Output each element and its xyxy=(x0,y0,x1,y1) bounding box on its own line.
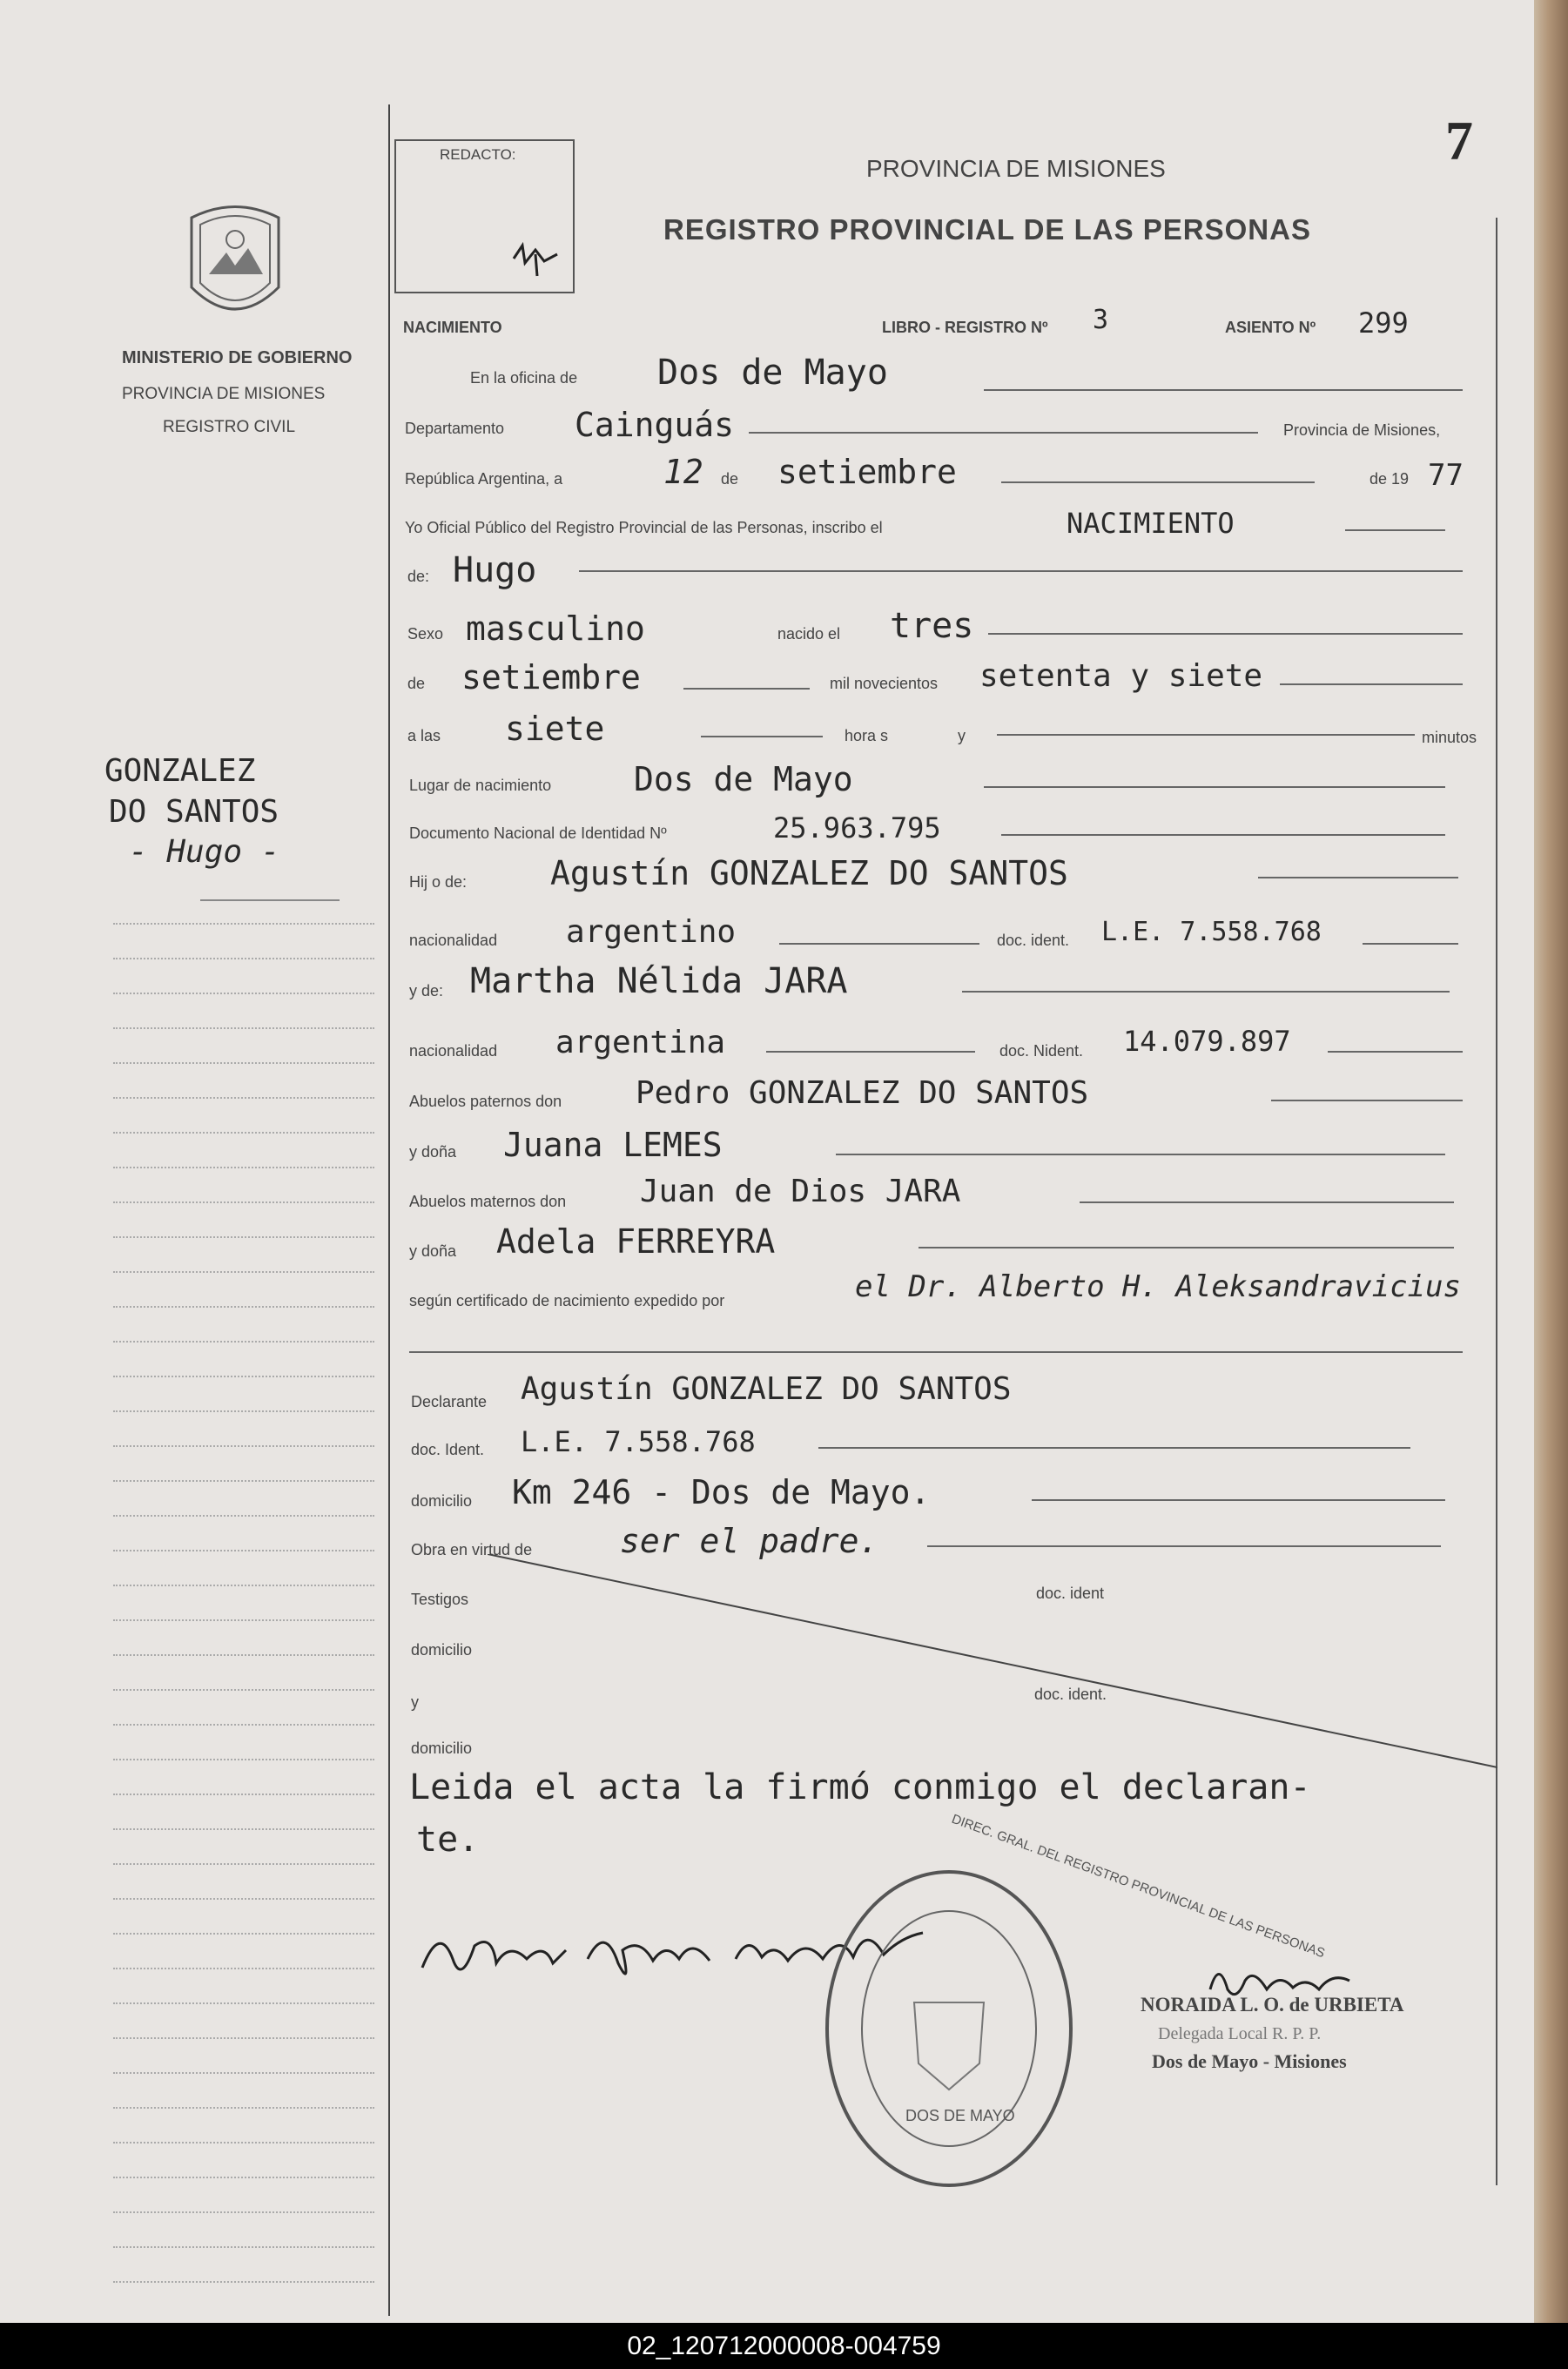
anio-nac-blank xyxy=(1280,683,1463,685)
official-place: Dos de Mayo - Misiones xyxy=(1152,2050,1347,2072)
dni-blank xyxy=(1001,834,1445,836)
padre-nac-value: argentino xyxy=(566,914,737,950)
oficina-value: Dos de Mayo xyxy=(657,353,888,393)
book-spine xyxy=(1534,0,1568,2323)
margin-dotted-rule xyxy=(113,1968,374,1969)
republica-label: República Argentina, a xyxy=(405,470,563,488)
dni-label: Documento Nacional de Identidad Nº xyxy=(409,824,667,842)
margin-note-line1: GONZALEZ xyxy=(104,753,256,789)
obra-blank xyxy=(927,1545,1441,1547)
margin-dotted-rule xyxy=(113,1167,374,1168)
domicilio2-label: domicilio xyxy=(411,1641,473,1659)
margin-dotted-rule xyxy=(113,1236,374,1238)
month-value: setiembre xyxy=(777,453,957,491)
madre-nac-blank xyxy=(766,1051,975,1053)
mes-nac-value: setiembre xyxy=(461,658,641,697)
anio-nac-value: setenta y siete xyxy=(979,658,1263,694)
hora-value: siete xyxy=(505,710,605,748)
margin-dotted-rule xyxy=(113,1550,374,1551)
madre-doc-blank xyxy=(1328,1051,1463,1053)
stamp-center-text: DOS DE MAYO xyxy=(905,2107,1015,2124)
cancel-diagonal-line xyxy=(488,1554,1497,1772)
margin-dotted-rule xyxy=(113,2107,374,2109)
footer-bar xyxy=(0,2323,1568,2369)
departamento-blank xyxy=(749,432,1258,434)
margin-dotted-rule xyxy=(113,1376,374,1377)
margin-dotted-rule xyxy=(113,1410,374,1412)
mil-label: mil novecientos xyxy=(830,675,939,692)
margin-dotted-rule xyxy=(113,1132,374,1134)
margin-dotted-rule xyxy=(113,1689,374,1691)
margin-dotted-rule xyxy=(113,958,374,959)
obra-value: ser el padre. xyxy=(620,1522,879,1560)
margin-dotted-rule xyxy=(113,1828,374,1830)
certificado-label: según certificado de nacimiento expedido por xyxy=(409,1292,725,1309)
margin-dotted-rule xyxy=(113,2177,374,2178)
abuela-mat-value: Adela FERREYRA xyxy=(496,1222,776,1261)
testigos-doc-label: doc. ident xyxy=(1036,1585,1105,1602)
abuelo-mat-blank xyxy=(1080,1201,1454,1203)
ala-label: a las xyxy=(407,727,441,744)
margin-dotted-rule xyxy=(113,1097,374,1099)
de-label: de xyxy=(721,470,739,488)
nombre-value: Hugo xyxy=(453,550,537,590)
yo-oficial-value: NACIMIENTO xyxy=(1067,507,1235,540)
libro-value: 3 xyxy=(1093,305,1109,335)
padre-nac-label: nacionalidad xyxy=(409,932,498,949)
margin-dotted-rule xyxy=(113,1341,374,1343)
margin-dotted-rule xyxy=(113,2246,374,2248)
margin-note-line3: - Hugo - xyxy=(129,834,280,870)
abuelo-mat-value: Juan de Dios JARA xyxy=(640,1174,961,1209)
abuela-pat-blank xyxy=(836,1154,1445,1155)
libro-label: LIBRO - REGISTRO Nº xyxy=(882,319,1048,336)
official-name: NORAIDA L. O. de URBIETA xyxy=(1141,1994,1404,2016)
de3-label: de xyxy=(407,675,426,692)
nombre-blank xyxy=(579,570,1463,572)
abuela-pat-value: Juana LEMES xyxy=(503,1126,723,1164)
domicilio-blank xyxy=(1032,1499,1445,1501)
padre-doc-label: doc. ident. xyxy=(997,932,1070,949)
declarante-doc-blank xyxy=(818,1447,1410,1449)
margin-dotted-rule xyxy=(113,2002,374,2004)
lugar-blank xyxy=(984,786,1445,788)
mes-nac-blank xyxy=(683,688,810,690)
civil-registry-label: REGISTRO CIVIL xyxy=(163,418,296,436)
nacido-label: nacido el xyxy=(777,625,841,643)
lugar-label: Lugar de nacimiento xyxy=(409,777,552,794)
margin-dotted-rule xyxy=(113,1794,374,1795)
yo-oficial-label: Yo Oficial Público del Registro Provincial de las Personas, inscribo el xyxy=(405,519,883,536)
margin-dotted-rule xyxy=(113,1863,374,1865)
minutos-blank xyxy=(997,734,1415,736)
year-prefix: de 19 xyxy=(1369,470,1410,488)
margin-dotted-rule xyxy=(113,1271,374,1273)
ministry-label: MINISTERIO DE GOBIERNO xyxy=(122,348,353,367)
declarante-value: Agustín GONZALEZ DO SANTOS xyxy=(521,1371,1012,1407)
abuelos-mat-label: Abuelos maternos don xyxy=(409,1193,567,1210)
margin-rule-vertical xyxy=(388,104,390,2316)
provincia-suffix: Provincia de Misiones, xyxy=(1283,421,1441,439)
madre-nac-value: argentina xyxy=(555,1025,726,1060)
declarante-label: Declarante xyxy=(411,1393,488,1410)
redacto-box xyxy=(394,139,575,293)
initials-mark xyxy=(509,237,562,280)
testigos-label: Testigos xyxy=(411,1591,469,1608)
stamp-ring-text: DIREC. GRAL. DEL REGISTRO PROVINCIAL DE LAS PERSONAS xyxy=(949,1811,1328,1962)
abuelos-pat-label: Abuelos paternos don xyxy=(409,1093,562,1110)
left-province-label: PROVINCIA DE MISIONES xyxy=(122,385,326,403)
dni-value: 25.963.795 xyxy=(773,811,941,845)
margin-dotted-rule xyxy=(113,1480,374,1482)
margin-dotted-rule xyxy=(113,2142,374,2144)
day-value: 12 xyxy=(663,453,703,491)
province-seal-icon xyxy=(183,200,287,331)
departamento-value: Cainguás xyxy=(575,406,735,444)
padre-value: Agustín GONZALEZ DO SANTOS xyxy=(550,854,1068,892)
obra-label: Obra en virtud de xyxy=(411,1541,533,1558)
registry-round-stamp-icon xyxy=(818,1863,1080,2194)
madre-doc-label: doc. Nident. xyxy=(999,1042,1084,1060)
padre-doc-value: L.E. 7.558.768 xyxy=(1101,917,1322,947)
closing-line1: Leida el acta la firmó conmigo el declaran- xyxy=(409,1767,1311,1807)
margin-dotted-rule xyxy=(113,2037,374,2039)
redacto-label: REDACTO: xyxy=(440,146,516,163)
footer-code: 02_120712000008-004759 xyxy=(627,2332,941,2360)
margin-dotted-rule xyxy=(113,1585,374,1586)
margin-dotted-rule xyxy=(113,1619,374,1621)
margin-dotted-rule xyxy=(113,1933,374,1935)
registry-title: REGISTRO PROVINCIAL DE LAS PERSONAS xyxy=(663,213,1311,246)
de2-label: de: xyxy=(407,568,430,585)
province-heading: PROVINCIA DE MISIONES xyxy=(866,155,1166,182)
margin-dotted-rule xyxy=(113,2281,374,2283)
margin-note-underline xyxy=(200,899,340,901)
domicilio-value: Km 246 - Dos de Mayo. xyxy=(512,1473,931,1511)
padre-blank xyxy=(1258,877,1458,878)
hora-blank xyxy=(701,736,823,737)
margin-dotted-rule xyxy=(113,993,374,994)
margin-dotted-rule xyxy=(113,1027,374,1029)
doc-ident-label: doc. Ident. xyxy=(411,1441,485,1458)
departamento-label: Departamento xyxy=(405,420,505,437)
margin-dotted-rule xyxy=(113,1724,374,1726)
margin-dotted-rule xyxy=(113,1445,374,1447)
madre-value: Martha Nélida JARA xyxy=(470,961,848,1001)
domicilio3-label: domicilio xyxy=(411,1740,473,1757)
sexo-value: masculino xyxy=(466,609,645,648)
certificado-value: el Dr. Alberto H. Aleksandravicius xyxy=(855,1269,1461,1304)
abuelo-pat-value: Pedro GONZALEZ DO SANTOS xyxy=(636,1075,1089,1111)
padre-doc-blank xyxy=(1363,943,1458,945)
abuelo-pat-blank xyxy=(1271,1100,1463,1101)
y2-label: y xyxy=(411,1693,419,1711)
madre-blank xyxy=(962,991,1450,993)
asiento-label: ASIENTO Nº xyxy=(1225,319,1316,336)
madre-doc-value: 14.079.897 xyxy=(1123,1025,1291,1058)
sexo-label: Sexo xyxy=(407,625,444,643)
yo-oficial-blank xyxy=(1345,529,1445,531)
margin-dotted-rule xyxy=(113,2072,374,2074)
ydona-pat-label: y doña xyxy=(409,1143,457,1161)
margin-dotted-rule xyxy=(113,2211,374,2213)
domicilio-label: domicilio xyxy=(411,1492,473,1510)
yde-label: y de: xyxy=(409,982,444,999)
asiento-value: 299 xyxy=(1358,306,1409,340)
right-border-rule xyxy=(1496,218,1497,2185)
closing-line2: te. xyxy=(416,1820,480,1860)
margin-dotted-rule xyxy=(113,1306,374,1308)
hijo-label: Hij o de: xyxy=(409,873,468,891)
hora-label: hora s xyxy=(845,727,889,744)
certificado-blank xyxy=(409,1351,1463,1353)
abuela-mat-blank xyxy=(919,1247,1454,1248)
lugar-value: Dos de Mayo xyxy=(634,760,853,798)
padre-nac-blank xyxy=(779,943,979,945)
madre-nac-label: nacionalidad xyxy=(409,1042,498,1060)
minutos-label: minutos xyxy=(1422,729,1477,746)
margin-dotted-rule xyxy=(113,1062,374,1064)
year-value: 77 xyxy=(1428,458,1464,493)
declarante-doc-value: L.E. 7.558.768 xyxy=(521,1425,756,1458)
nacimiento-label: NACIMIENTO xyxy=(403,319,502,336)
margin-dotted-rule xyxy=(113,1759,374,1760)
nacido-value: tres xyxy=(890,606,974,646)
margin-dotted-rule xyxy=(113,923,374,925)
margin-dotted-rule xyxy=(113,1654,374,1656)
official-title: Delegada Local R. P. P. xyxy=(1158,2024,1322,2043)
ydona-mat-label: y doña xyxy=(409,1242,457,1260)
y-label: y xyxy=(958,727,966,744)
margin-dotted-rule xyxy=(113,1201,374,1203)
nacido-blank xyxy=(988,633,1463,635)
margin-dotted-rule xyxy=(113,1515,374,1517)
oficina-blank xyxy=(984,389,1463,391)
margin-dotted-rule xyxy=(113,1898,374,1900)
oficina-label: En la oficina de xyxy=(470,369,578,387)
page-number: 7 xyxy=(1445,110,1473,172)
doc-ident3-label: doc. ident. xyxy=(1034,1686,1107,1703)
date-blank xyxy=(1001,481,1315,483)
margin-note-line2: DO SANTOS xyxy=(109,794,279,830)
